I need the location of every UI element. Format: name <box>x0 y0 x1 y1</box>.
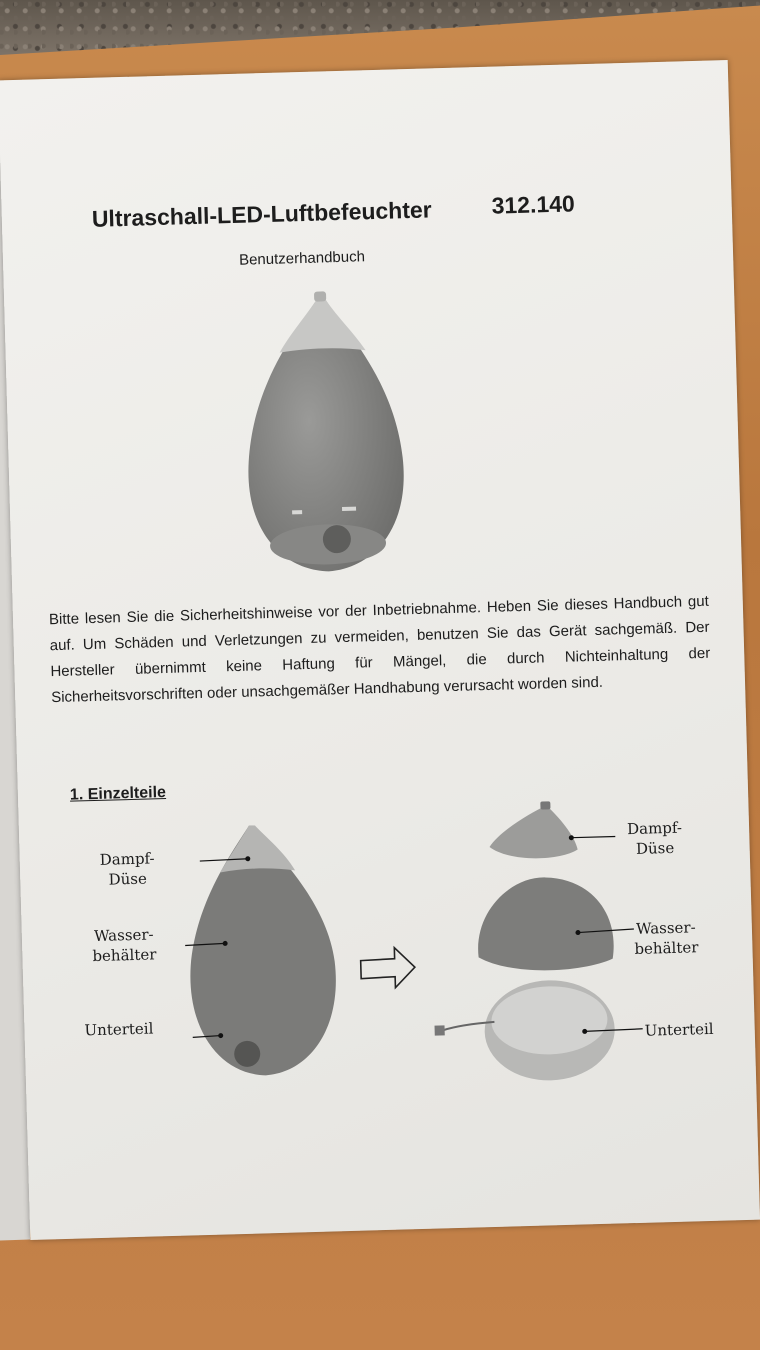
label-nozzle-left-line1: Dampf- <box>99 849 155 869</box>
page-title: Ultraschall-LED-Luftbefeuchter <box>91 196 433 232</box>
label-tank-left-line2: behälter <box>92 945 157 966</box>
humidifier-illustration <box>226 287 424 592</box>
label-tank-right-line2: behälter <box>634 938 699 958</box>
label-tank-left <box>92 924 157 966</box>
label-base-right: Unterteil <box>644 1019 714 1040</box>
model-number: 312.140 <box>491 190 576 219</box>
parts-diagram <box>18 790 756 1115</box>
label-nozzle-left <box>99 848 155 890</box>
label-tank-right-line1: Wasser- <box>635 918 696 938</box>
label-base-left: Unterteil <box>84 1019 154 1040</box>
granite-countertop <box>0 0 760 55</box>
label-tank-right <box>634 917 699 959</box>
intro-paragraph: Bitte lesen Sie die Sicherheitshinweise vor der Inbetriebnahme. Heben Sie dieses Handbuch gut auf. Um Schäden und Verletzungen zu vermeiden, benutzen Sie das Gerät sachgemäß. Der Hersteller übernimmt keine Haftung für Mängel, die durch Nichteinhaltung der Sicherheitsvorschriften oder unsachgemäßer Handhabung verursacht worden sind. <box>48 592 711 707</box>
label-nozzle-right <box>627 818 683 860</box>
manual-page <box>0 60 760 1240</box>
label-nozzle-right-line2: Düse <box>635 838 675 858</box>
label-tank-left-line1: Wasser- <box>93 925 154 946</box>
page-subtitle: Benutzerhandbuch <box>238 248 366 269</box>
label-nozzle-left-line2: Düse <box>108 869 148 889</box>
section-heading: 1. Einzelteile <box>69 784 167 804</box>
label-nozzle-right-line1: Dampf- <box>626 818 683 839</box>
